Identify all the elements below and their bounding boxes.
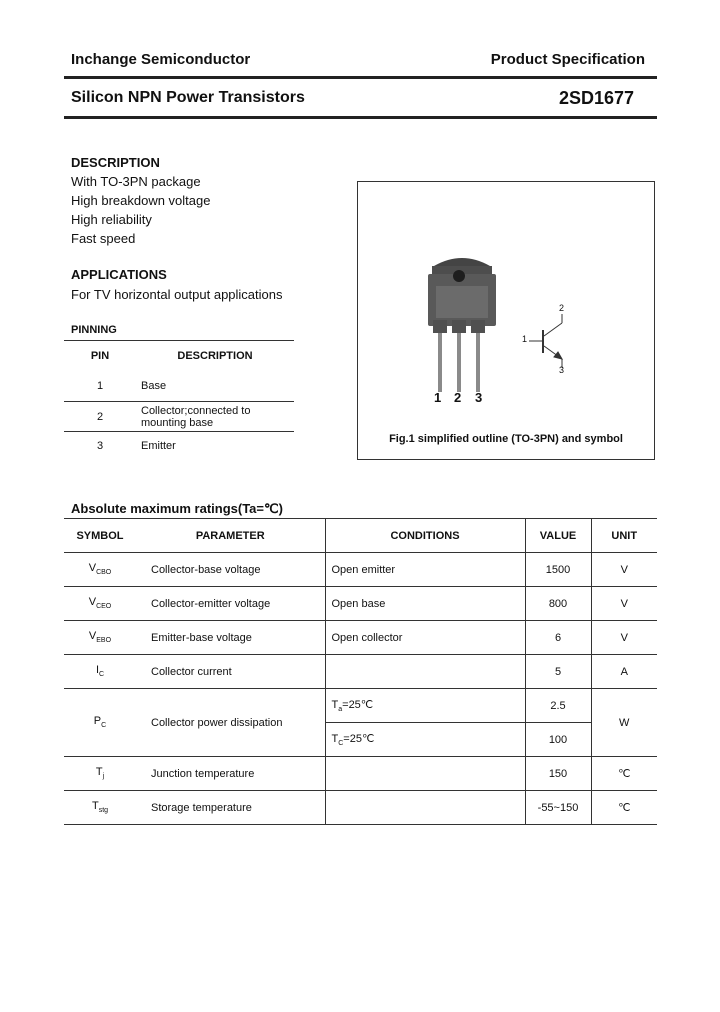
table-row (64, 587, 657, 621)
pin-description: Emitter (141, 439, 176, 452)
unit-cell: ℃ (591, 757, 657, 791)
conditions-cell: Open base (325, 587, 525, 621)
table-row (64, 371, 294, 402)
part-number: 2SD1677 (558, 88, 634, 108)
company-name: Inchange Semiconductor (71, 51, 251, 68)
table-row (64, 757, 657, 791)
parameter-cell: Collector-emitter voltage (136, 587, 325, 621)
description-heading: DESCRIPTION (71, 155, 160, 170)
conditions-cell: $T_C=25℃$ (325, 723, 525, 757)
description-item: Fast speed (71, 231, 136, 246)
pinning-heading: PINNING (71, 324, 117, 336)
pinning-header-row (64, 341, 294, 371)
conditions-column-header: CONDITIONS (325, 519, 525, 553)
unit-column-header: UNIT (591, 519, 657, 553)
unit-cell: A (591, 655, 657, 689)
applications-heading: APPLICATIONS (71, 267, 167, 282)
ratings-heading: Absolute maximum ratings(Ta=℃) (71, 501, 283, 516)
table-row (64, 553, 657, 587)
symbol-pin-label-3: 3 (559, 365, 565, 375)
document-type: Product Specification (490, 51, 645, 68)
symbol-pin-label-1: 1 (522, 334, 528, 344)
value-cell: 2.5 (525, 689, 591, 723)
value-cell: 1500 (525, 553, 591, 587)
parameter-cell: Collector-base voltage (136, 553, 325, 587)
value-cell: -55~150 (525, 791, 591, 825)
figure-caption: Fig.1 simplified outline (TO-3PN) and symbol (389, 433, 623, 445)
symbol-cell: $T_j$ (64, 757, 136, 791)
value-cell: 100 (525, 723, 591, 757)
pin-description: Base (141, 379, 167, 392)
conditions-cell (325, 655, 525, 689)
symbol-cell: $P_C$ (64, 689, 136, 757)
table-row (64, 432, 294, 460)
symbol-cell: $V_{CBO}$ (64, 553, 136, 587)
symbol-cell: $I_C$ (64, 655, 136, 689)
ratings-table (64, 518, 657, 825)
value-cell: 800 (525, 587, 591, 621)
unit-cell: ℃ (591, 791, 657, 825)
conditions-cell: $T_a=25℃$ (325, 689, 525, 723)
description-item: With TO-3PN package (71, 174, 201, 189)
conditions-cell (325, 791, 525, 825)
value-cell: 6 (525, 621, 591, 655)
unit-cell: W (591, 689, 657, 757)
applications-item: For TV horizontal output applications (71, 287, 283, 302)
package-pin-label-2: 2 (454, 390, 462, 405)
symbol-column-header: SYMBOL (64, 519, 136, 553)
pin-number: 1 (96, 379, 104, 392)
parameter-cell: Storage temperature (136, 791, 325, 825)
parameter-cell: Collector current (136, 655, 325, 689)
pin-column-header: PIN (64, 341, 136, 371)
ratings-header-row (64, 519, 657, 553)
figure-illustration (358, 182, 654, 459)
parameter-cell: Emitter-base voltage (136, 621, 325, 655)
pin-number: 3 (96, 439, 104, 452)
unit-cell: V (591, 553, 657, 587)
product-title: Silicon NPN Power Transistors (71, 89, 305, 106)
header-divider (64, 76, 657, 79)
to3pn-package-image (428, 258, 496, 392)
conditions-cell: Open emitter (325, 553, 525, 587)
pinning-table (64, 340, 294, 460)
parameter-cell: Junction temperature (136, 757, 325, 791)
symbol-cell: $V_{CEO}$ (64, 587, 136, 621)
figure-box (357, 181, 655, 460)
unit-cell: V (591, 621, 657, 655)
transistor-symbol (529, 314, 562, 368)
symbol-cell: $T_{stg}$ (64, 791, 136, 825)
conditions-cell (325, 757, 525, 791)
table-row (64, 402, 294, 432)
table-row (64, 791, 657, 825)
symbol-cell: $V_{EBO}$ (64, 621, 136, 655)
package-pin-label-3: 3 (475, 390, 483, 405)
pin-description: Collector;connected to mounting base (136, 402, 294, 432)
value-column-header: VALUE (525, 519, 591, 553)
description-item: High breakdown voltage (71, 193, 211, 208)
description-column-header: DESCRIPTION (136, 341, 294, 371)
value-cell: 5 (525, 655, 591, 689)
package-pin-label-1: 1 (434, 390, 442, 405)
parameter-column-header: PARAMETER (136, 519, 325, 553)
title-divider (64, 116, 657, 119)
pin-number: 2 (64, 402, 136, 432)
symbol-pin-label-2: 2 (559, 303, 565, 313)
table-row (64, 655, 657, 689)
table-row (64, 621, 657, 655)
value-cell: 150 (525, 757, 591, 791)
unit-cell: V (591, 587, 657, 621)
conditions-cell: Open collector (325, 621, 525, 655)
parameter-cell: Collector power dissipation (136, 689, 325, 757)
description-item: High reliability (71, 212, 152, 227)
table-row (64, 689, 657, 723)
